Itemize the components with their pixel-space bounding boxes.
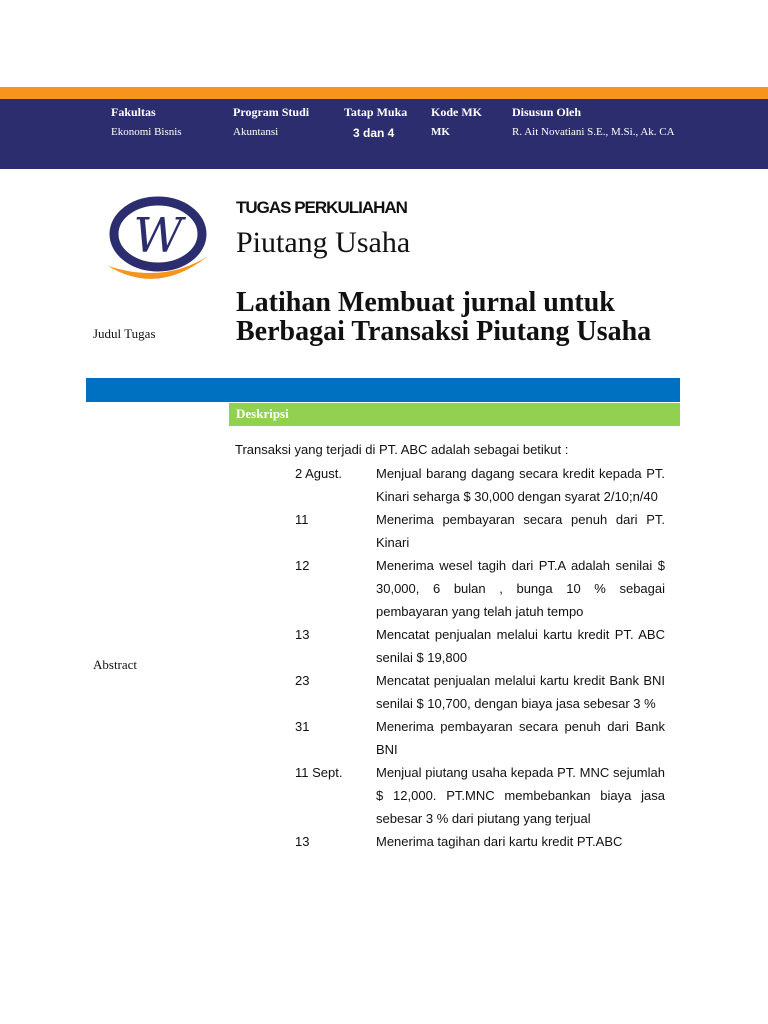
header-accent-bar xyxy=(0,87,768,99)
university-logo xyxy=(100,192,214,292)
transaction-row xyxy=(235,462,665,508)
transaction-desc: Menerima pembayaran secara penuh dari Bank BNI xyxy=(376,719,665,757)
transaction-date: 13 xyxy=(295,627,310,642)
deskripsi-label: Deskripsi xyxy=(236,406,289,421)
transactions-intro: Transaksi yang terjadi di PT. ABC adalah sebagai betikut : xyxy=(235,442,569,457)
transaction-desc: Mencatat penjualan melalui kartu kredit PT. ABC senilai $ 19,800 xyxy=(376,627,665,665)
disusun-value: R. Ait Novatiani S.E., M.Si., Ak. CA xyxy=(512,126,675,138)
section-divider-bar xyxy=(86,378,680,402)
transaction-desc: Menjual piutang usaha kepada PT. MNC sejumlah $ 12,000. PT.MNC membebankan biaya jasa sebesar 3 % dari piutang yang terjual xyxy=(376,765,665,826)
transaction-date: 13 xyxy=(295,834,310,849)
prodi-column xyxy=(233,105,309,139)
deskripsi-header-bar xyxy=(229,403,680,426)
fakultas-value: Ekonomi Bisnis xyxy=(111,126,182,138)
transaction-desc: Menerima pembayaran secara penuh dari PT. Kinari xyxy=(376,512,665,550)
judul-tugas-label: Judul Tugas xyxy=(93,326,156,341)
assignment-title: Latihan Membuat jurnal untuk Berbagai Transaksi Piutang Usaha xyxy=(236,287,652,347)
transaction-desc: Mencatat penjualan melalui kartu kredit Bank BNI senilai $ 10,700, dengan biaya jasa sebesar 3 % xyxy=(376,673,665,711)
transaction-date: 23 xyxy=(295,673,310,688)
disusun-column xyxy=(512,105,675,139)
kode-mk-column xyxy=(431,105,482,139)
transaction-desc: Menerima tagihan dari kartu kredit PT.ABC xyxy=(376,834,623,849)
page-title: Piutang Usaha xyxy=(236,226,411,259)
abstract-label: Abstract xyxy=(93,657,138,672)
transaction-row xyxy=(235,623,665,669)
transaction-row xyxy=(235,669,665,715)
transaction-date: 12 xyxy=(295,558,310,573)
transaction-date: 2 Agust. xyxy=(295,466,342,481)
tatap-muka-value: 3 dan 4 xyxy=(353,126,395,140)
transaction-row xyxy=(235,830,665,853)
fakultas-label: Fakultas xyxy=(111,105,156,119)
logo-letter: W xyxy=(133,208,183,264)
transaction-row xyxy=(235,715,665,761)
transaction-date: 11 xyxy=(295,512,309,527)
disusun-label: Disusun Oleh xyxy=(512,105,582,119)
kode-mk-label: Kode MK xyxy=(431,105,482,119)
fakultas-column xyxy=(111,105,182,139)
course-info-header xyxy=(0,99,768,169)
kode-mk-value: MK xyxy=(431,126,450,138)
transaction-desc: Menjual barang dagang secara kredit kepada PT. Kinari seharga $ 30,000 dengan syarat 2/10;n/40 xyxy=(376,466,665,504)
transaction-desc: Menerima wesel tagih dari PT.A adalah senilai $ 30,000, 6 bulan , bunga 10 % sebagai pembayaran yang telah jatuh tempo xyxy=(376,558,665,619)
tatap-muka-column xyxy=(344,105,407,140)
prodi-value: Akuntansi xyxy=(233,126,279,138)
transaction-date: 31 xyxy=(295,719,310,734)
transaction-row xyxy=(235,554,665,623)
transaction-row xyxy=(235,508,665,554)
prodi-label: Program Studi xyxy=(233,105,310,119)
tatap-muka-label: Tatap Muka xyxy=(344,105,408,119)
transaction-date: 11 Sept. xyxy=(295,765,343,780)
tugas-perkuliahan-label: TUGAS PERKULIAHAN xyxy=(236,198,407,217)
transaction-row xyxy=(235,761,665,830)
transaction-list xyxy=(235,462,665,853)
